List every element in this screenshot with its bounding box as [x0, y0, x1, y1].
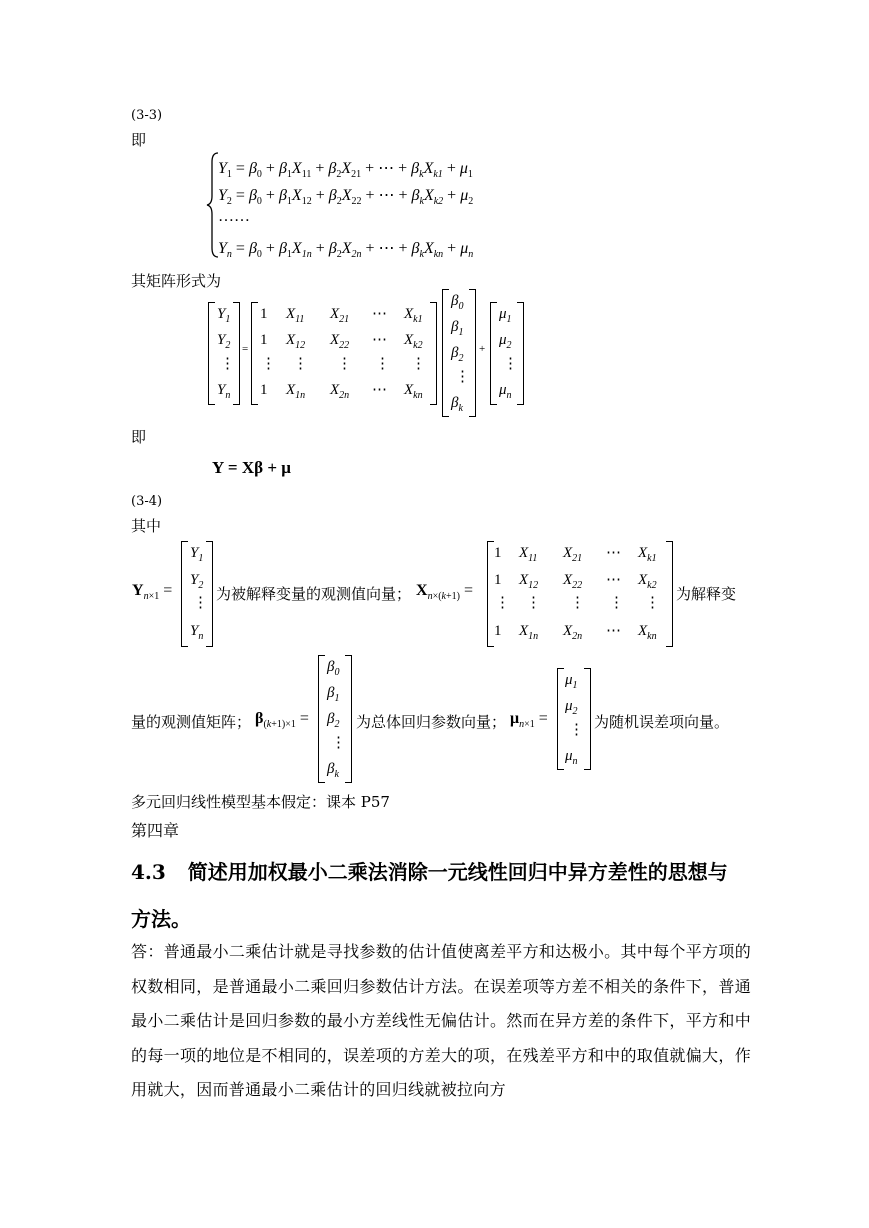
system-line-1: $Y_1 = \beta_0 + \beta_1X_{11} + \beta_2X_{21}$ + ⋯ + $\beta_kX_{k1} + \mu_1$: [218, 160, 473, 180]
mu-vector: $\mu_1$ $\mu_2$ ⋮ $\mu_n$: [490, 302, 524, 405]
text-ji: 即: [131, 131, 147, 149]
y-def-vector: $Y_1$ $Y_2$ ⋮ $Y_n$: [181, 541, 213, 647]
mu-def-vector: $\mu_1$ $\mu_2$ ⋮ $\mu_n$: [557, 668, 591, 770]
section-heading: [131, 856, 728, 885]
system-line-2: $Y_2 = \beta_0 + \beta_1X_{12} + \beta_2X_{22}$ + ⋯ + $\beta_kX_{k2} + \mu_2$: [218, 187, 474, 207]
answer-paragraph: 答：普通最小二乘估计就是寻找参数的估计值使离差平方和达极小。其中每个平方项的权数相同，是普通最小二乘回归参数估计方法。在误差项等方差不相关的条件下，普通最小二乘估计是回归参数的最小方差线性无偏估计。然而在异方差的条件下，平方和中的每一项的地位是不相同的，误差项的方差大的项，在残差平方和中的取值就偏大，作用就大，因而普通最小二乘估计的回归线就被拉向方: [131, 942, 751, 1099]
desc-mu: 为随机误差项向量。: [594, 713, 730, 731]
beta-vector: $\beta_0$ $\beta_1$ $\beta_2$ ⋮ $\beta_k$: [442, 289, 476, 417]
section-number: 4.3: [131, 860, 166, 884]
equation-number-3-3: (3-3): [131, 108, 163, 123]
section-title-line2: 方法。: [131, 907, 191, 931]
x-def-matrix: 1 $X_{11}$ $X_{21}$ ⋯ $X_{k1}$ 1 $X_{12}$ $X_{22}$ ⋯ $X_{k2}$ ⋮ ⋮ ⋮ ⋮ ⋮ 1 $X_{1n}$ $X_{2n}$ ⋯ $X_{kn}$: [487, 541, 673, 647]
x-matrix: 1 $X_{11}$ $X_{21}$ ⋯ $X_{k1}$ 1 $X_{12}$ $X_{22}$ ⋯ $X_{k2}$ ⋮ ⋮ ⋮ ⋮ ⋮ 1 $X_{1n}$ $X_{2n}$ ⋯ $X_{kn}$: [251, 302, 437, 405]
section-title-line1: 简述用加权最小二乘法消除一元线性回归中异方差性的思想与: [187, 860, 728, 884]
desc-beta: 为总体回归参数向量；: [356, 713, 507, 731]
beta-def-vector: $\beta_0$ $\beta_1$ $\beta_2$ ⋮ $\beta_k$: [318, 655, 352, 783]
desc-x-part1: 为解释变: [676, 585, 737, 603]
compact-equation: Y = Xβ + μ: [212, 458, 291, 477]
desc-y: 为被解释变量的观测值向量；: [216, 585, 412, 603]
chapter-title: 第四章: [131, 821, 180, 840]
text-qizhong: 其中: [131, 517, 162, 535]
system-dots: ……: [218, 208, 250, 225]
system-line-n: $Y_n = \beta_0 + \beta_1X_{1n} + \beta_2X_{2n}$ + ⋯ + $\beta_kX_{kn} + \mu_n$: [218, 240, 474, 260]
equation-number-3-4: (3-4): [131, 494, 163, 509]
text-ji-2: 即: [131, 428, 147, 446]
matrix-intro: 其矩阵形式为: [131, 272, 222, 290]
assumption-note: 多元回归线性模型基本假定：课本 P57: [131, 793, 390, 811]
desc-x-part2: 量的观测值矩阵；: [131, 713, 252, 731]
y-vector: $Y_1$ $Y_2$ ⋮ $Y_n$: [208, 302, 240, 405]
